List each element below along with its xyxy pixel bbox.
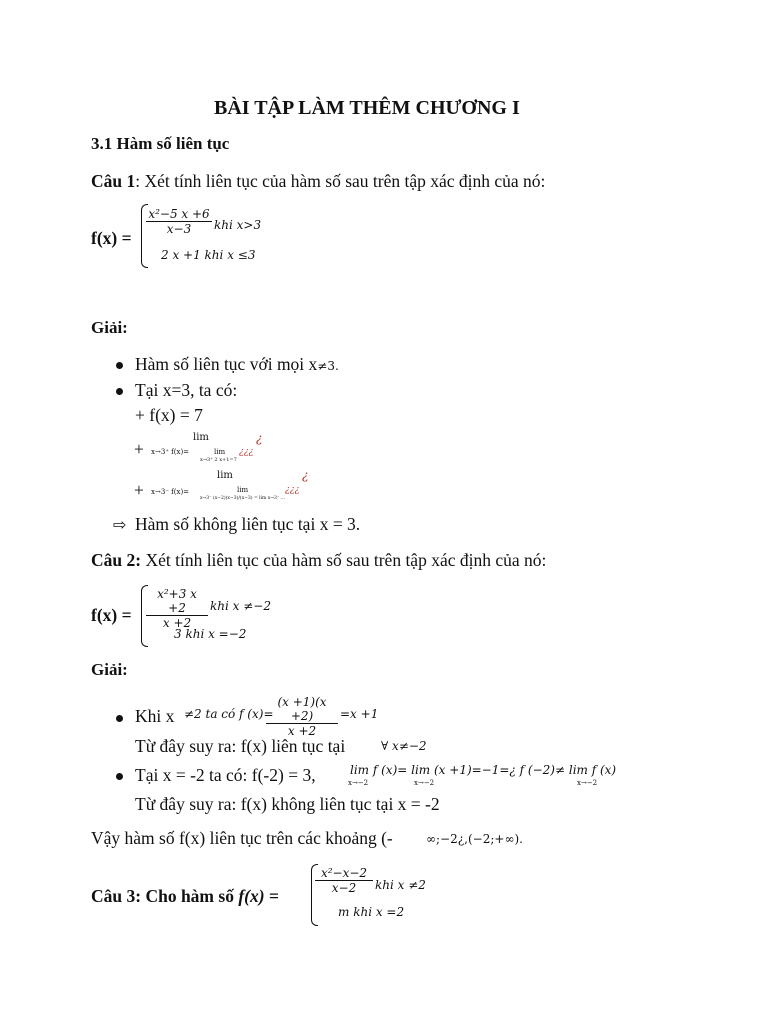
limit-1-inner: lim (214, 448, 226, 456)
q1-piece2: 2 x +1 khi x ≤3 (161, 248, 256, 262)
solution-1-label: Giải: (91, 318, 128, 337)
bullet-icon (116, 362, 123, 369)
q1-piece1-fraction (146, 207, 212, 236)
page-title: BÀI TẬP LÀM THÊM CHƯƠNG I (214, 97, 520, 119)
question-3-label: Câu 3: Cho hàm số (91, 886, 239, 906)
bullet-icon (116, 715, 123, 722)
solution-2-bullet-2-text: Tại x = -2 ta có: f(-2) = 3, (135, 765, 316, 785)
solution-2-bullet-1-math-a: ≠2 ta có f (x)= (184, 707, 274, 721)
solution-2-label: Giải: (91, 660, 128, 679)
solution-1-conclusion: Hàm số không liên tục tại x = 3. (135, 514, 361, 534)
question-1 (91, 171, 545, 192)
solution-2-limit-subscript-3: x→−2 (577, 779, 598, 787)
limit-2-red-mark: ¿ (302, 468, 309, 482)
q2-piece1-denominator: x +2 (162, 616, 192, 630)
solution-2-bullet-1-text: Khi x (135, 706, 175, 726)
limit-2-plus: + (134, 480, 144, 500)
question-3-fx: f(x) (238, 886, 265, 906)
summary-math: ∞;−2¿,(−2;+∞). (426, 832, 523, 846)
solution-2-bullet-2-math: lim f (x)= lim (x +1)=−1=¿ f (−2)≠ lim f (x) (350, 763, 617, 777)
question-2-label: Câu 2: (91, 550, 142, 570)
q2-piece1-fraction (146, 587, 208, 630)
solution-2-limit-subscript-1: x→−2 (348, 779, 369, 787)
question-2 (91, 550, 546, 571)
limit-1-red-mark: ¿ (256, 431, 263, 445)
limit-1-subscript: x→3⁺ f(x)= (151, 448, 190, 456)
solution-2-limit-subscript-2: x→−2 (414, 779, 435, 787)
solution-2-follow-2: Từ đây suy ra: f(x) không liên tục tại x = -2 (135, 794, 440, 814)
limit-2-inner-subscript: x→3⁻ (x−2)(x−3)/(x−3) = lim x→3⁻ ... (200, 496, 286, 501)
solution-2-fraction-numerator: (x +1)(x +2) (277, 695, 327, 723)
question-1-prompt: : Xét tính liên tục của hàm số sau trên tập xác định của nó: (135, 171, 546, 191)
solution-2-fraction-denominator: x +2 (287, 724, 317, 738)
q3-piece1-numerator: x²−x−2 (320, 866, 368, 880)
q2-fx-label: f(x) = (91, 605, 132, 625)
solution-2-follow-1: Từ đây suy ra: f(x) liên tục tại (135, 736, 346, 756)
q1-piece1-condition: khi x>3 (214, 218, 262, 232)
q1-fx-label: f(x) = (91, 228, 132, 248)
solution-1-fx-value: + f(x) = 7 (135, 405, 203, 425)
q2-piece2: 3 khi x =−2 (174, 627, 247, 641)
bullet-1-math: ≠3. (317, 359, 339, 373)
bullet-1-text: Hàm số liên tục với mọi x (135, 354, 318, 374)
question-3 (91, 886, 279, 907)
limit-1-plus: + (134, 439, 144, 459)
question-2-prompt: Xét tính liên tục của hàm số sau trên tập xác định của nó: (141, 550, 547, 570)
section-heading: 3.1 Hàm số liên tục (91, 134, 230, 153)
q3-piece1-fraction (315, 866, 373, 895)
q3-piece2: m khi x =2 (338, 905, 405, 919)
solution-2-follow-1-math: ∀ x≠−2 (381, 739, 427, 753)
q2-piece1-numerator: x²+3 x +2 (157, 587, 197, 615)
summary-text: Vậy hàm số f(x) liên tục trên các khoảng (- (91, 828, 393, 848)
question-3-eq: = (264, 886, 279, 906)
bullet-icon (116, 773, 123, 780)
solution-2-fraction (266, 695, 338, 738)
q2-piece1-condition: khi x ≠−2 (210, 599, 271, 613)
limit-1-tail: ¿¿¿ (239, 447, 254, 457)
q3-piece1-denominator: x−2 (331, 881, 357, 895)
limit-2-tail: ¿¿¿ (285, 485, 300, 495)
bullet-icon (116, 388, 123, 395)
limit-2-top: lim (217, 470, 233, 481)
q3-piece1-condition: khi x ≠2 (375, 878, 426, 892)
q1-piece1-numerator: x²−5 x +6 (148, 207, 210, 221)
limit-2-subscript: x→3⁻ f(x)= (151, 488, 190, 496)
solution-2-bullet-1-math-b: =x +1 (340, 707, 379, 721)
question-1-label: Câu 1 (91, 171, 136, 191)
solution-1-bullet-1 (135, 354, 339, 375)
limit-2-inner: lim (237, 486, 249, 494)
q1-piece1-denominator: x−3 (166, 222, 192, 236)
solution-1-bullet-2: Tại x=3, ta có: (135, 380, 238, 400)
arrow-right-icon: ⇨ (113, 515, 127, 534)
limit-1-top: lim (193, 432, 209, 443)
limit-1-inner-subscript: x→3⁺ 2 x+1=7 (200, 457, 237, 463)
